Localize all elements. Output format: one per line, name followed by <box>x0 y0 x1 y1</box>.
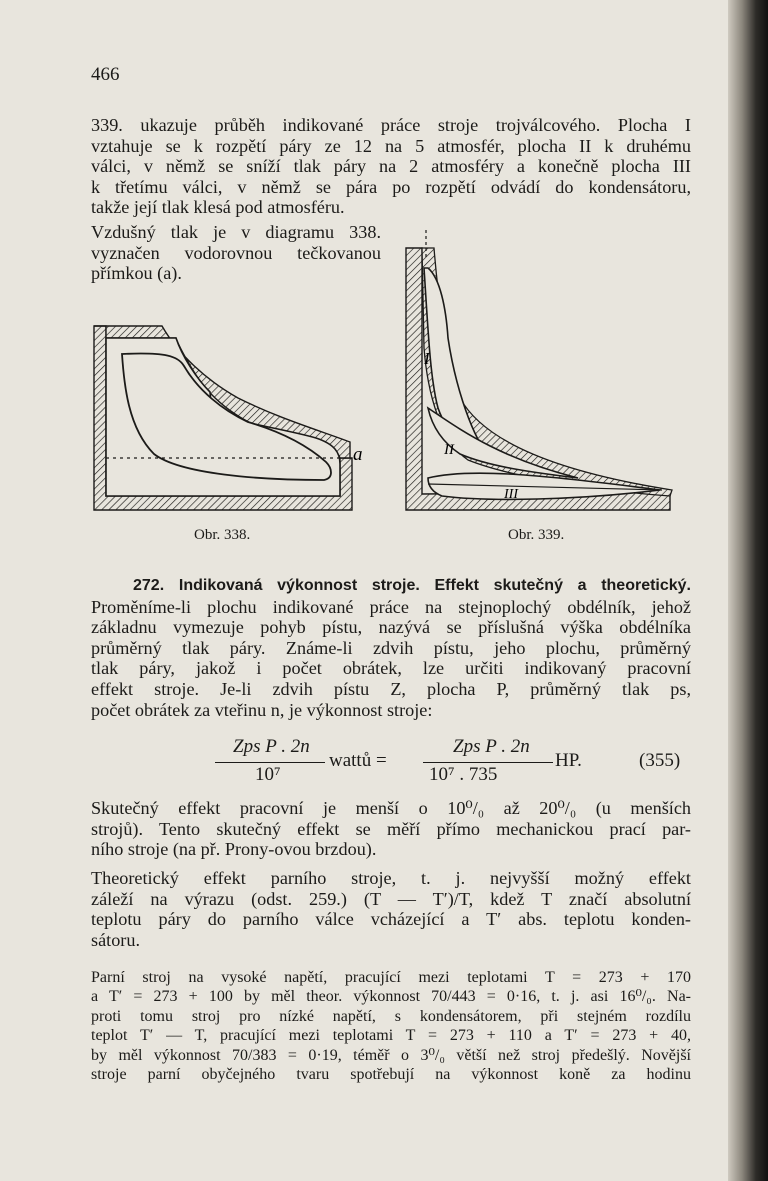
fig339-label-I: I <box>424 349 430 368</box>
text-line: teplot T′ — T, pracující mezi teplotami T = 273 + 110 a T′ = 273 + 40, <box>91 1027 691 1045</box>
text-line: Vzdušný tlak je v diagramu 338. <box>91 222 381 242</box>
formula-denominator-2: 10⁷ . 735 <box>429 764 498 785</box>
formula-355 <box>91 736 691 786</box>
text-line: k třetímu válci, v němž se pára po rozpětí odvádí do kondensátoru, <box>91 176 691 197</box>
page-number: 466 <box>91 64 120 85</box>
paragraph-theoretical-effect <box>91 868 691 950</box>
text-line: přímkou (a). <box>91 263 182 284</box>
fraction-bar <box>423 762 553 763</box>
fig339-label-III: III <box>504 487 518 502</box>
text-line: Skutečný effekt pracovní je menší o 10⁰/₀ až 20⁰/₀ (u menších <box>91 798 691 818</box>
text-line: vyznačen vodorovnou tečkovanou <box>91 242 381 263</box>
section-heading <box>91 574 691 597</box>
formula-denominator-1: 10⁷ <box>255 764 281 785</box>
paragraph-atmospheric-pressure <box>91 222 381 284</box>
formula-unit-watts: wattů = <box>329 750 387 771</box>
text-line: válci, v němž se sníží tlak páry na 2 atmosféry a konečně plocha III <box>91 156 691 177</box>
text-line: počet obrátek za vteřinu n, je výkonnost stroje: <box>91 699 433 720</box>
text-line: strojů). Tento skutečný effekt se měří přímo mechanickou prací par- <box>91 818 691 839</box>
text-line: teplotu páry do parního válce vcházející a T′ abs. teplotu konden- <box>91 909 691 930</box>
paragraph-real-effect <box>91 798 691 860</box>
formula-unit-hp: HP. <box>555 750 582 771</box>
text-line: a T′ = 273 + 100 by měl theor. výkonnost 70/443 = 0·16, t. j. asi 16⁰/₀. Na- <box>91 988 691 1006</box>
text-line: ního stroje (na př. Prony-ovou brzdou). <box>91 839 377 860</box>
text-line: vztahuje se k rozpětí páry ze 12 na 5 atmosfér, plocha II k druhému <box>91 135 691 156</box>
text-line: Theoretický effekt parního stroje, t. j. nejvyšší možný effekt <box>91 868 691 888</box>
caption-fig339: Obr. 339. <box>508 527 565 543</box>
text-line: průměrný tlak páry. Známe-li zdvih pístu, jeho plochu, průměrný <box>91 637 691 658</box>
formula-numerator-2: Zps P . 2n <box>453 736 530 757</box>
text-line: takže její tlak klesá pod atmosféru. <box>91 197 345 218</box>
figure-339-triple-expansion-diagram <box>398 228 680 518</box>
figure-338-indicator-diagram <box>88 318 370 518</box>
text-line: effekt stroje. Je-li zdvih pístu Z, plocha P, průměrný tlak ps, <box>91 678 691 699</box>
text-line: by měl výkonnost 70/383 = 0·19, téměř o 3⁰/₀ větší než stroj předešlý. Novější <box>91 1046 691 1064</box>
text-line: Proměníme-li plochu indikované práce na stejnoplochý obdélník, jehož <box>91 596 691 617</box>
fig338-label-a: a <box>353 444 363 465</box>
text-line: základnu vymezuje pohyb pístu, nazývá se příslušná výška obdélníka <box>91 617 691 638</box>
text-line: sátoru. <box>91 929 140 950</box>
section-title: Indikovaná výkonnost stroje. Effekt skutečný a theoretický. <box>178 577 692 594</box>
paragraph-small-print-example <box>91 968 691 1084</box>
text-line: stroje parní obyčejného tvaru spotřebují na výkonnost koně za hodinu <box>91 1066 691 1084</box>
text-line: proti tomu stroj pro nízké napětí, s kondensátorem, při stejném rozdílu <box>91 1007 691 1025</box>
text-line: Parní stroj na vysoké napětí, pracující mezi teplotami T = 273 + 170 <box>91 969 691 986</box>
section-number: 272. <box>133 577 165 594</box>
text-line: tlak páry, jakož i počet obrátek, lze určiti indikovaný pracovní <box>91 658 691 679</box>
fig339-label-II: II <box>444 442 454 458</box>
formula-numerator-1: Zps P . 2n <box>233 736 310 757</box>
page-binding-edge <box>728 0 768 1181</box>
text-line: záleží na výrazu (odst. 259.) (T — T′)/T, kdež T značí absolutní <box>91 888 691 909</box>
section-272 <box>91 574 691 720</box>
caption-fig338: Obr. 338. <box>194 527 251 543</box>
fraction-bar <box>215 762 325 763</box>
paragraph-fig339-description <box>91 115 691 218</box>
text-line: 339. ukazuje průběh indikované práce stroje trojválcového. Plocha I <box>91 115 691 135</box>
equation-number: (355) <box>639 750 681 771</box>
